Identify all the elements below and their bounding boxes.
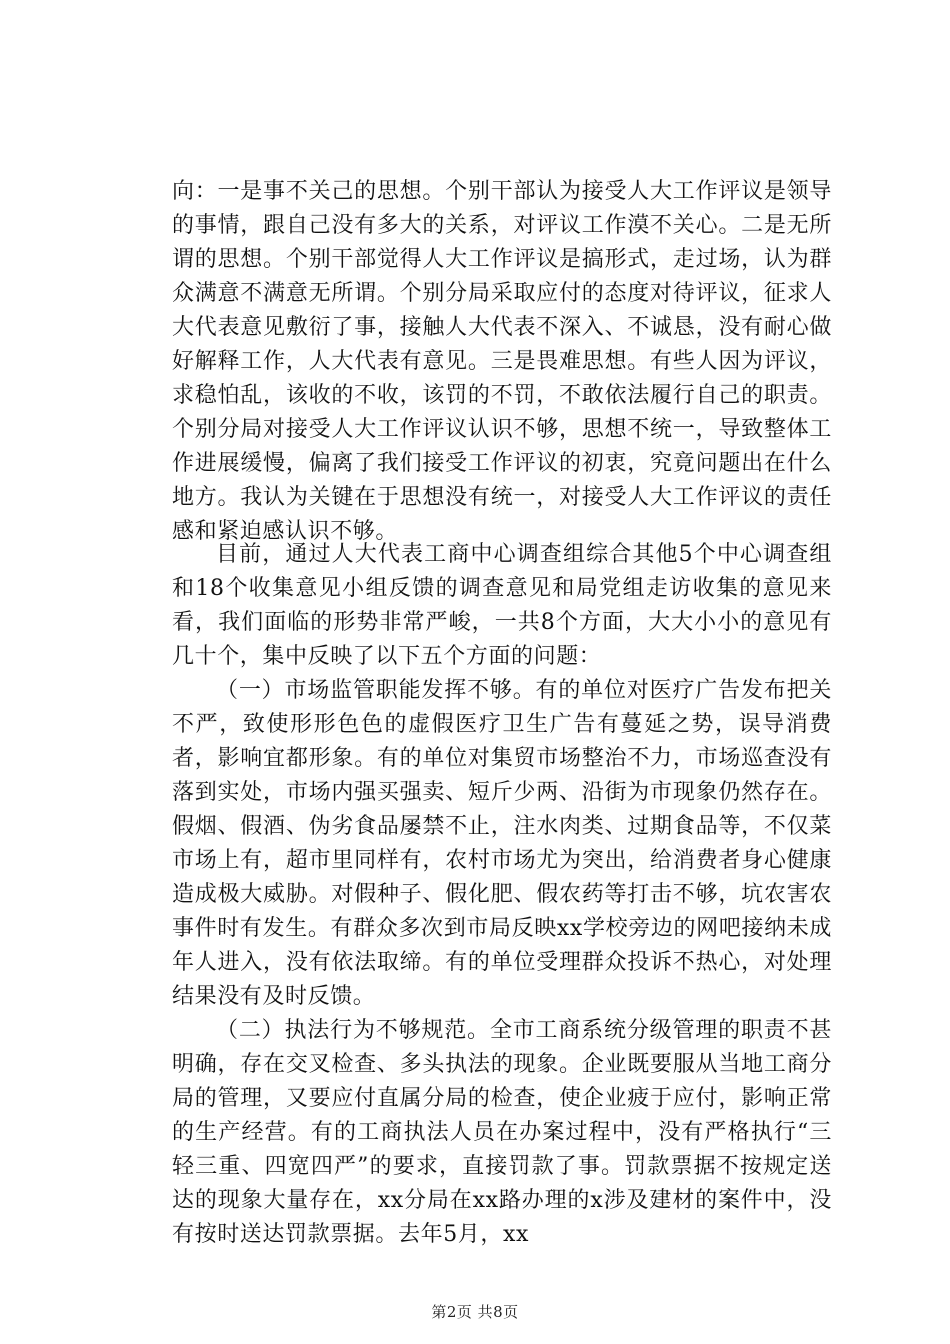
text-block-main xyxy=(172,538,832,1252)
paragraph-market-supervision: （一）市场监管职能发挥不够。有的单位对医疗广告发布把关不严，致使形形色色的虚假医疗卫生广告有蔓延之势，误导消费者，影响宜都形象。有的单位对集贸市场整治不力，市场巡查没有落到实处，市场内强买强卖、短斤少两、沿街为市现象仍然存在。假烟、假酒、伪劣食品屡禁不止，注水肉类、过期食品等，不仅菜市场上有，超市里同样有，农村市场尤为突出，给消费者身心健康造成极大威胁。对假种子、假化肥、假农药等打击不够，坑农害农事件时有发生。有群众多次到市局反映xx学校旁边的网吧接纳未成年人进入，没有依法取缔。有的单位受理群众投诉不热心，对处理结果没有及时反馈。 xyxy=(172,678,832,1009)
paragraph-survey-summary: 目前，通过人大代表工商中心调查组综合其他5个中心调查组和18个收集意见小组反馈的调查意见和局党组走访收集的意见来看，我们面临的形势非常严峻，一共8个方面，大大小小的意见有几十个，集中反映了以下五个方面的问题： xyxy=(172,542,832,669)
page-number-footer: 第2页 共8页 xyxy=(431,1303,519,1321)
paragraph-ideological-problems: 向：一是事不关己的思想。个别干部认为接受人大工作评议是领导的事情，跟自己没有多大的关系，对评议工作漠不关心。二是无所谓的思想。个别干部觉得人大工作评议是搞形式，走过场，认为群众满意不满意无所谓。个别分局采取应付的态度对待评议，征求人大代表意见敷衍了事，接触人大代表不深入、不诚恳，没有耐心做好解释工作，人大代表有意见。三是畏难思想。有些人因为评议，求稳怕乱，该收的不收，该罚的不罚，不敢依法履行自己的职责。个别分局对接受人大工作评议认识不够，思想不统一，导致整体工作进展缓慢，偏离了我们接受工作评议的初衷，究竟问题出在什么地方。我认为关键在于思想没有统一，对接受人大工作评议的责任感和紧迫感认识不够。 xyxy=(172,179,832,544)
paragraph-law-enforcement: （二）执法行为不够规范。全市工商系统分级管理的职责不甚明确，存在交叉检查、多头执法的现象。企业既要服从当地工商分局的管理，又要应付直属分局的检查，使企业疲于应付，影响正常的生产经营。有的工商执法人员在办案过程中，没有严格执行“三轻三重、四宽四严”的要求，直接罚款了事。罚款票据不按规定送达的现象大量存在，xx分局在xx路办理的x涉及建材的案件中，没有按时送达罚款票据。去年5月，xx xyxy=(172,1018,832,1247)
text-block-top xyxy=(172,175,832,549)
